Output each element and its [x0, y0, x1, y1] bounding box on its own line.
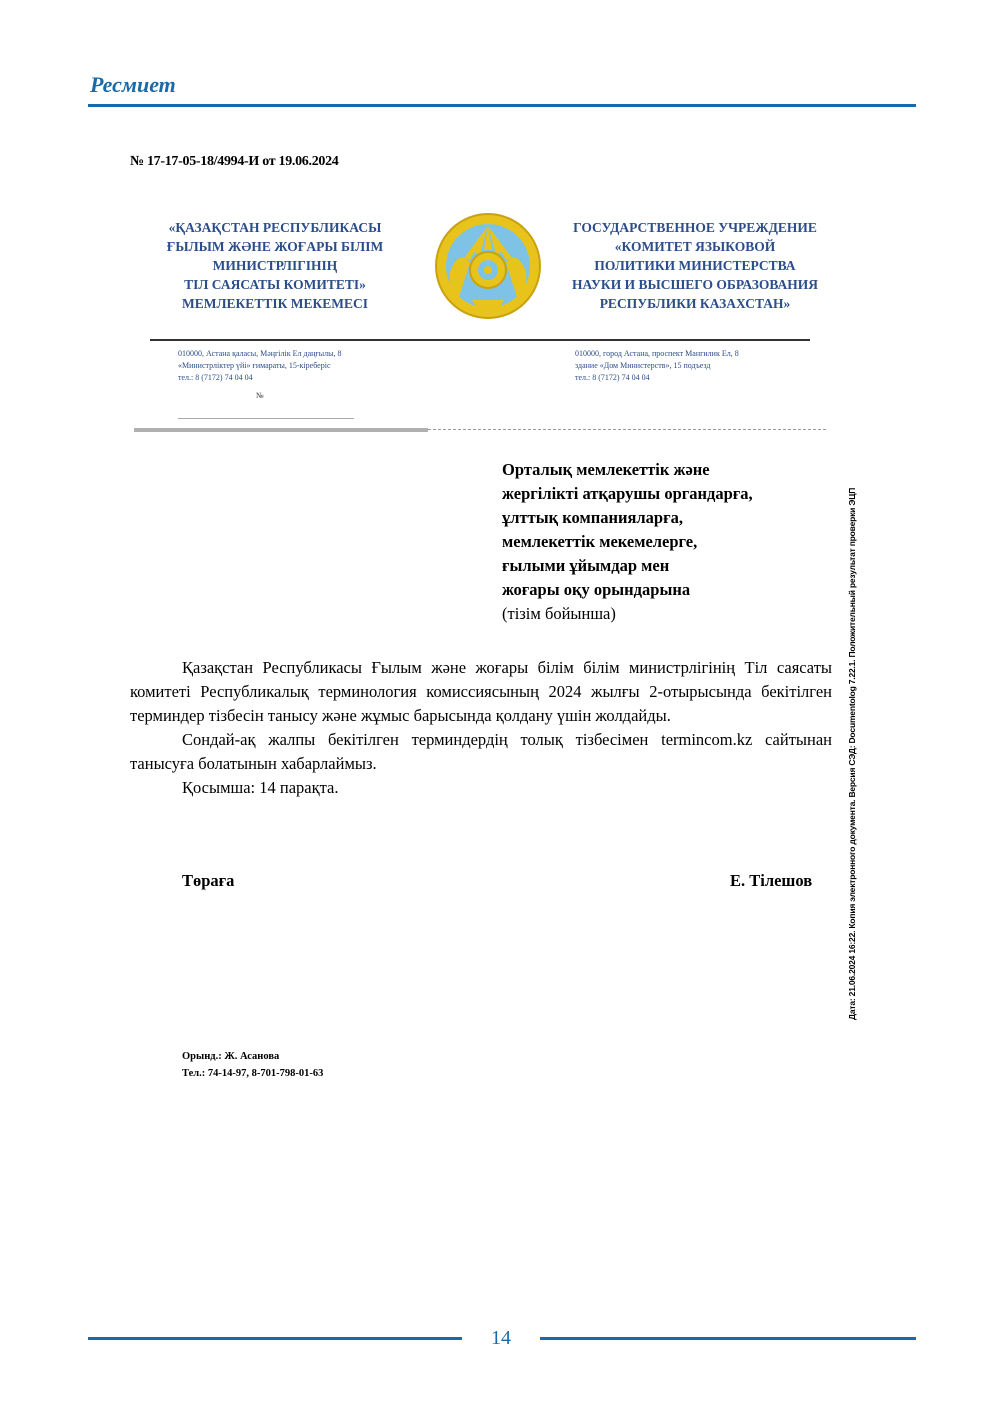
- letterhead-line: НАУКИ И ВЫСШЕГО ОБРАЗОВАНИЯ: [571, 277, 819, 292]
- address-line: тел.: 8 (7172) 74 04 04: [575, 373, 650, 382]
- address-line: «Министрліктер үйі» ғимараты, 15-кіреберіс: [178, 361, 331, 370]
- performer-phone: Тел.: 74-14-97, 8-701-798-01-63: [182, 1068, 324, 1079]
- letterhead-separator-solid: [134, 428, 428, 432]
- letter-body: [130, 656, 832, 800]
- letterhead-line: МЕМЛЕКЕТТІК МЕКЕМЕСІ: [181, 296, 369, 311]
- addressee-line: мемлекеттік мекемелерге,: [502, 532, 698, 551]
- running-header-title: Ресмиет: [90, 72, 176, 97]
- document-number: № 17-17-05-18/4994-И от 19.06.2024: [130, 154, 339, 169]
- signatory-title: Төраға: [182, 871, 235, 890]
- address-kazakh: [178, 348, 438, 384]
- signatory-name: Е. Тілешов: [730, 871, 813, 890]
- body-paragraph: Қазақстан Республикасы Ғылым және жоғары білім білім министрлігінің Тіл саясаты комитеті Республикалық терминология комиссиясының 2024 жылғы 2-отырысында бекітілген терминдер тізбесін танысу және жұмыс барысында қолдану үшін жолдайды.: [130, 658, 832, 725]
- letterhead-line: ГОСУДАРСТВЕННОЕ УЧРЕЖДЕНИЕ: [573, 220, 817, 235]
- letterhead-russian: [545, 218, 845, 313]
- outgoing-number-label: №: [256, 391, 264, 400]
- edoc-side-stamp: [843, 440, 867, 1020]
- letterhead-line: МИНИСТРЛІГІНІҢ: [212, 258, 338, 273]
- attachment-note: Қосымша: 14 парақта.: [182, 778, 339, 797]
- body-paragraph: Сондай-ақ жалпы бекітілген терминдердің толық тізбесімен termincom.kz сайтынан танысуға болатынын хабарлаймыз.: [130, 730, 832, 773]
- letterhead-line: ТІЛ САЯСАТЫ КОМИТЕТІ»: [184, 277, 366, 292]
- state-emblem-icon: [432, 210, 544, 322]
- address-line: 010000, город Астана, проспект Мангилик Ел, 8: [575, 349, 739, 358]
- addressee-line: жергілікті атқарушы органдарға,: [502, 484, 753, 503]
- outgoing-number-underline: [178, 418, 354, 419]
- addressee-line: Орталық мемлекеттік және: [502, 460, 710, 479]
- letterhead-kazakh: [125, 218, 425, 313]
- addressee-block: [502, 458, 832, 626]
- performer-name: Орынд.: Ж. Асанова: [182, 1051, 280, 1062]
- addressee-line: ұлттық компанияларға,: [502, 508, 683, 527]
- addressee-line: ғылыми ұйымдар мен: [502, 556, 670, 575]
- header-rule: [88, 104, 916, 107]
- performer-info: [182, 1048, 323, 1082]
- address-line: здание «Дом Министерств», 15 подъезд: [575, 361, 711, 370]
- page-number: 14: [491, 1327, 511, 1349]
- letterhead-line: «ҚАЗАҚСТАН РЕСПУБЛИКАСЫ: [168, 220, 382, 235]
- addressee-line: жоғары оқу орындарына: [502, 580, 691, 599]
- letterhead-divider: [150, 339, 810, 341]
- letterhead-line: ҒЫЛЫМ ЖӘНЕ ЖОҒАРЫ БІЛІМ: [166, 239, 384, 254]
- footer-rule-left: [88, 1337, 462, 1340]
- footer-rule-right: [540, 1337, 916, 1340]
- address-line: 010000, Астана қаласы, Мәңгілік Ел даңғылы, 8: [178, 349, 342, 358]
- address-russian: [575, 348, 835, 384]
- addressee-note: (тізім бойынша): [502, 604, 616, 623]
- address-line: тел.: 8 (7172) 74 04 04: [178, 373, 253, 382]
- letterhead-separator-dashed: [428, 429, 826, 430]
- letterhead-line: ПОЛИТИКИ МИНИСТЕРСТВА: [594, 258, 796, 273]
- letterhead-line: «КОМИТЕТ ЯЗЫКОВОЙ: [614, 239, 776, 254]
- letterhead-line: РЕСПУБЛИКИ КАЗАХСТАН»: [599, 296, 791, 311]
- edoc-side-stamp-text: Дата: 21.06.2024 16:22. Копия электронного документа. Версия СЭД: Documentolog 7.22.1. Положительный результат проверки ЭЦП: [847, 487, 857, 1020]
